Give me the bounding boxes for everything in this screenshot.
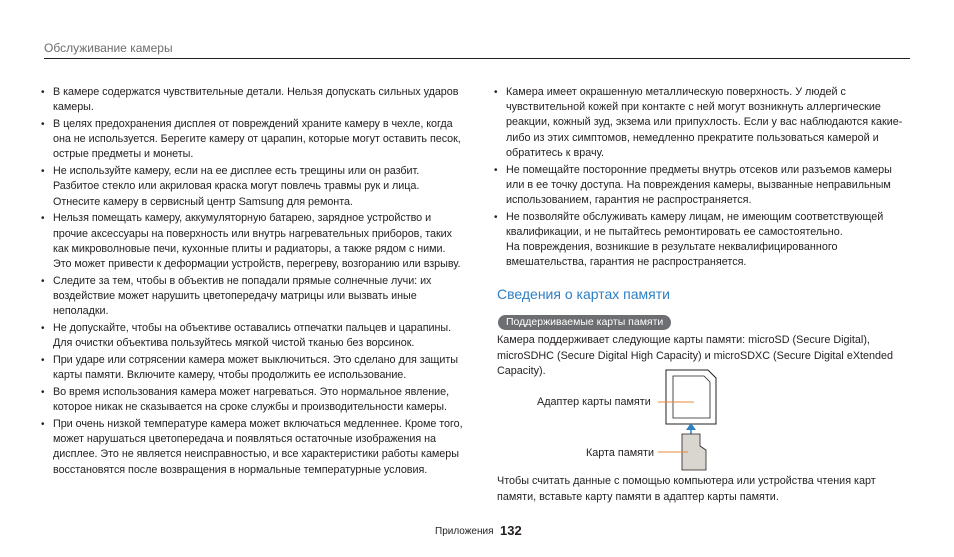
section-title: Сведения о картах памяти (497, 286, 670, 302)
list-item: • В целях предохранения дисплея от повреждений храните камеру в чехле, когда она не используется. Берегите камеру от царапин, которые могут оставить песок, острые предметы и монеты. (40, 117, 464, 163)
sd-adapter-window-icon (673, 376, 710, 418)
right-column (493, 85, 913, 272)
left-bullet-list (40, 85, 464, 478)
list-item: • Не допускайте, чтобы на объективе оставались отпечатки пальцев и царапины. Для очистки объектива пользуйтесь мягкой чистой тканью без ворсинок. (40, 321, 464, 351)
list-item: • Следите за тем, чтобы в объектив не попадали прямые солнечные лучи: их воздействие может нарушить цветопередачу матрицы или вызвать иные неполадки. (40, 274, 464, 320)
list-item: • При ударе или сотрясении камера может выключиться. Это сделано для защиты карты памяти. Включите камеру, чтобы продолжить ее использование. (40, 353, 464, 383)
page-number: 132 (500, 523, 522, 538)
header-divider (44, 58, 910, 59)
card-diagram-graphic (530, 366, 790, 476)
list-item: • Во время использования камера может нагреваться. Это нормальное явление, которое никак не сказывается на сроке службы и производительности камеры. (40, 385, 464, 415)
supported-cards-text: Камера поддерживает следующие карты памяти: microSD (Secure Digital), microSDHC (Secure Digital High Capacity) и microSDXC (Secure Digital eXtended Capacity). (497, 334, 894, 377)
service-warning-text: Не позволяйте обслуживать камеру лицам, не имеющим соответствующей квалификации, и не пытайтесь ремонтировать ее самостоятельно. (506, 210, 884, 239)
memory-card-diagram (530, 366, 790, 476)
list-item: • В камере содержатся чувствительные детали. Нельзя допускать сильных ударов камеры. (40, 85, 464, 115)
list-item: • При очень низкой температуре камера может включаться медленнее. Кроме того, может нарушаться цветопередача и появляться остаточные изображения на дисплее. Это не является неисправностью, и все характеристики работы камеры восстановятся после возвращения в нормальные температурные условия. (40, 417, 464, 478)
right-bullet-list (493, 85, 913, 271)
list-item: • Нельзя помещать камеру, аккумуляторную батарею, зарядное устройство и прочие аксессуары на поверхность или внутрь нагревательных приборов, таких как микроволновые печи, кухонные плиты и радиаторы, а также рядом с ними. Это может привести к деформации устройств, перегреву, возгоранию или взрыву. (40, 211, 464, 272)
card-label: Карта памяти (586, 447, 654, 459)
list-item: • Не используйте камеру, если на ее дисплее есть трещины или он разбит. Разбитое стекло или акриловая краска могут повлечь травмы рук и лица. Отнесите камеру в сервисный центр Samsung для ремонта. (40, 164, 464, 210)
list-item: • Камера имеет окрашенную металлическую поверхность. У людей с чувствительной кожей при контакте с ней могут возникнуть аллергические реакции, кожный зуд, экзема или припухлость. Если у вас наблюдаются какие-либо из этих симптомов, немедленно прекратите пользоваться камерой и обратитесь к врачу. (493, 85, 913, 161)
service-warranty-text: На повреждения, возникшие в результате неквалифицированного вмешательства, гарантия не распространяется. (506, 241, 838, 269)
page-header-title: Обслуживание камеры (44, 41, 173, 55)
footer-section-label: Приложения (435, 526, 494, 537)
adapter-label: Адаптер карты памяти (537, 396, 651, 408)
list-item: • Не помещайте посторонние предметы внутрь отсеков или разъемов камеры или в ее точку доступа. На повреждения камеры, вызванные неправильным использованием, гарантия не распространяется. (493, 163, 913, 209)
card-insert-instruction: Чтобы считать данные с помощью компьютера или устройства чтения карт памяти, вставьте карту памяти в адаптер карты памяти. (497, 475, 876, 503)
subsection-badge: Поддерживаемые карты памяти (498, 315, 671, 330)
list-item (493, 210, 913, 271)
left-column (40, 85, 464, 479)
